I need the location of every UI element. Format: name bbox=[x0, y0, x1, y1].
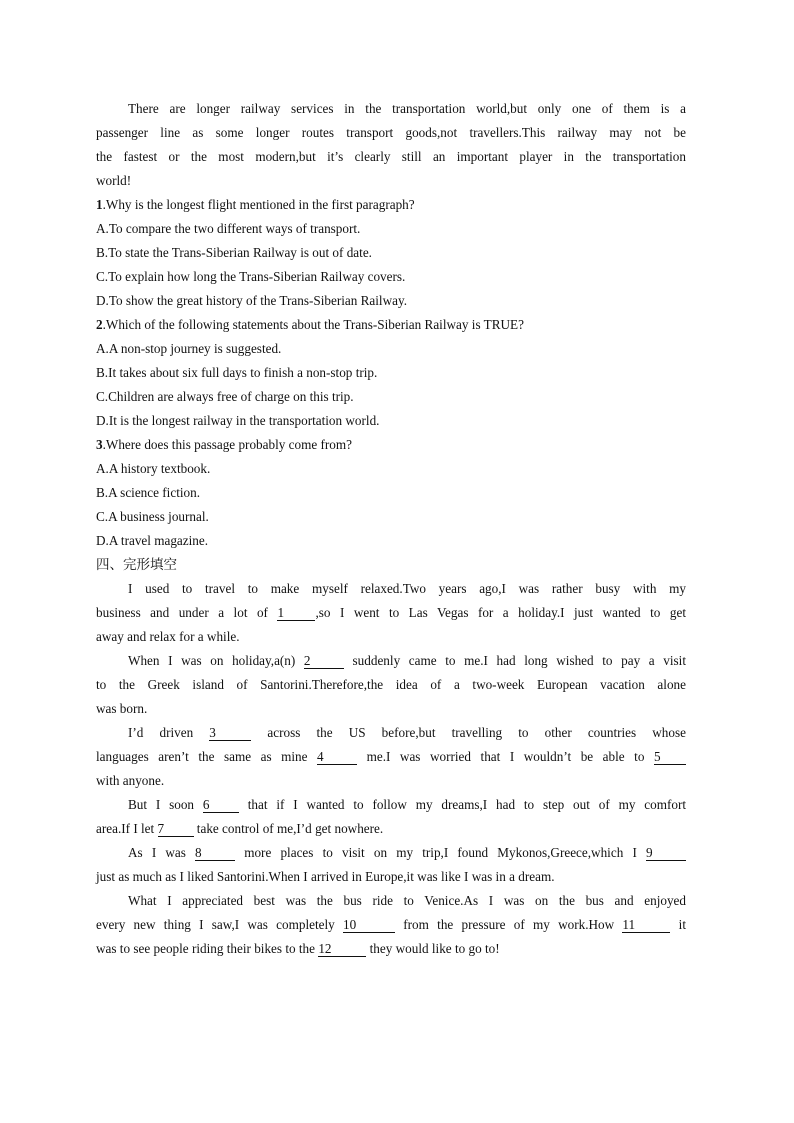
section-heading: 四、完形填空 bbox=[96, 557, 177, 573]
option: A.A non-stop journey is suggested. bbox=[96, 341, 282, 356]
cloze-line: just as much as I liked Santorini.When I arrived in Europe,it was like I was in a dream. bbox=[96, 869, 555, 884]
blank-2: 2 bbox=[304, 653, 344, 669]
cloze-line: I used to travel to make myself relaxed.Two years ago,I was rather busy with my bbox=[128, 581, 686, 596]
blank-11: 11 bbox=[622, 917, 670, 933]
question-text: .Where does this passage probably come from? bbox=[102, 437, 352, 452]
cloze-line: was born. bbox=[96, 701, 148, 716]
blank-8: 8 bbox=[195, 845, 235, 861]
option: B.It takes about six full days to finish a non-stop trip. bbox=[96, 365, 378, 380]
cloze-line: away and relax for a while. bbox=[96, 629, 240, 644]
cloze-line: languages aren’t the same as mine 4 me.I was worried that I wouldn’t be able to 5 bbox=[96, 745, 686, 769]
question-number: 2 bbox=[96, 317, 103, 332]
blank-6: 6 bbox=[203, 797, 239, 813]
question-1 bbox=[96, 193, 686, 217]
blank-4: 4 bbox=[317, 749, 357, 765]
cloze-line: What I appreciated best was the bus ride to Venice.As I was on the bus and enjoyed bbox=[128, 893, 686, 908]
option: B.To state the Trans-Siberian Railway is out of date. bbox=[96, 245, 372, 260]
option: D.It is the longest railway in the transportation world. bbox=[96, 413, 380, 428]
question-3 bbox=[96, 433, 686, 457]
option: C.Children are always free of charge on this trip. bbox=[96, 389, 354, 404]
question-2 bbox=[96, 313, 686, 337]
cloze-line: area.If I let 7 take control of me,I’d get nowhere. bbox=[96, 821, 384, 836]
question-text: .Why is the longest flight mentioned in the first paragraph? bbox=[102, 197, 415, 212]
option: A.To compare the two different ways of transport. bbox=[96, 221, 361, 236]
option: C.To explain how long the Trans-Siberian Railway covers. bbox=[96, 269, 406, 284]
cloze-line: with anyone. bbox=[96, 773, 165, 788]
cloze-line: When I was on holiday,a(n) 2 suddenly came to me.I had long wished to pay a visit bbox=[128, 653, 686, 668]
blank-5: 5 bbox=[654, 749, 686, 765]
blank-3: 3 bbox=[209, 725, 251, 741]
blank-10: 10 bbox=[343, 917, 395, 933]
cloze-line: business and under a lot of 1 ,so I went to Las Vegas for a holiday.I just wanted to get bbox=[96, 605, 686, 620]
blank-12: 12 bbox=[318, 941, 366, 957]
cloze-line: I’d driven 3 across the US before,but travelling to other countries whose bbox=[128, 725, 686, 740]
cloze-line: to the Greek island of Santorini.Therefore,the idea of a two-week European vacation alone bbox=[96, 677, 686, 692]
option: A.A history textbook. bbox=[96, 461, 211, 476]
option: B.A science fiction. bbox=[96, 485, 201, 500]
blank-1: 1 bbox=[277, 605, 315, 621]
option: C.A business journal. bbox=[96, 509, 209, 524]
option: D.A travel magazine. bbox=[96, 533, 209, 548]
blank-9: 9 bbox=[646, 845, 686, 861]
cloze-line: But I soon 6 that if I wanted to follow my dreams,I had to step out of my comfort bbox=[128, 797, 687, 812]
question-number: 3 bbox=[96, 437, 103, 452]
passage-line: the fastest or the most modern,but it’s clearly still an important player in the transportation bbox=[96, 149, 686, 164]
document-body bbox=[96, 97, 686, 961]
option: D.To show the great history of the Trans-Siberian Railway. bbox=[96, 293, 408, 308]
cloze-line: As I was 8 more places to visit on my trip,I found Mykonos,Greece,which I 9 bbox=[96, 841, 686, 865]
passage-line: world! bbox=[96, 173, 132, 188]
cloze-line: every new thing I saw,I was completely 10 from the pressure of my work.How 11 it bbox=[96, 917, 686, 932]
question-number: 1 bbox=[96, 197, 103, 212]
passage-line: passenger line as some longer routes transport goods,not travellers.This railway may not be bbox=[96, 125, 686, 140]
passage-line: There are longer railway services in the transportation world,but only one of them is a bbox=[128, 101, 686, 116]
blank-7: 7 bbox=[158, 821, 194, 837]
cloze-line: was to see people riding their bikes to the 12 they would like to go to! bbox=[96, 941, 500, 956]
question-text: .Which of the following statements about the Trans-Siberian Railway is TRUE? bbox=[102, 317, 524, 332]
